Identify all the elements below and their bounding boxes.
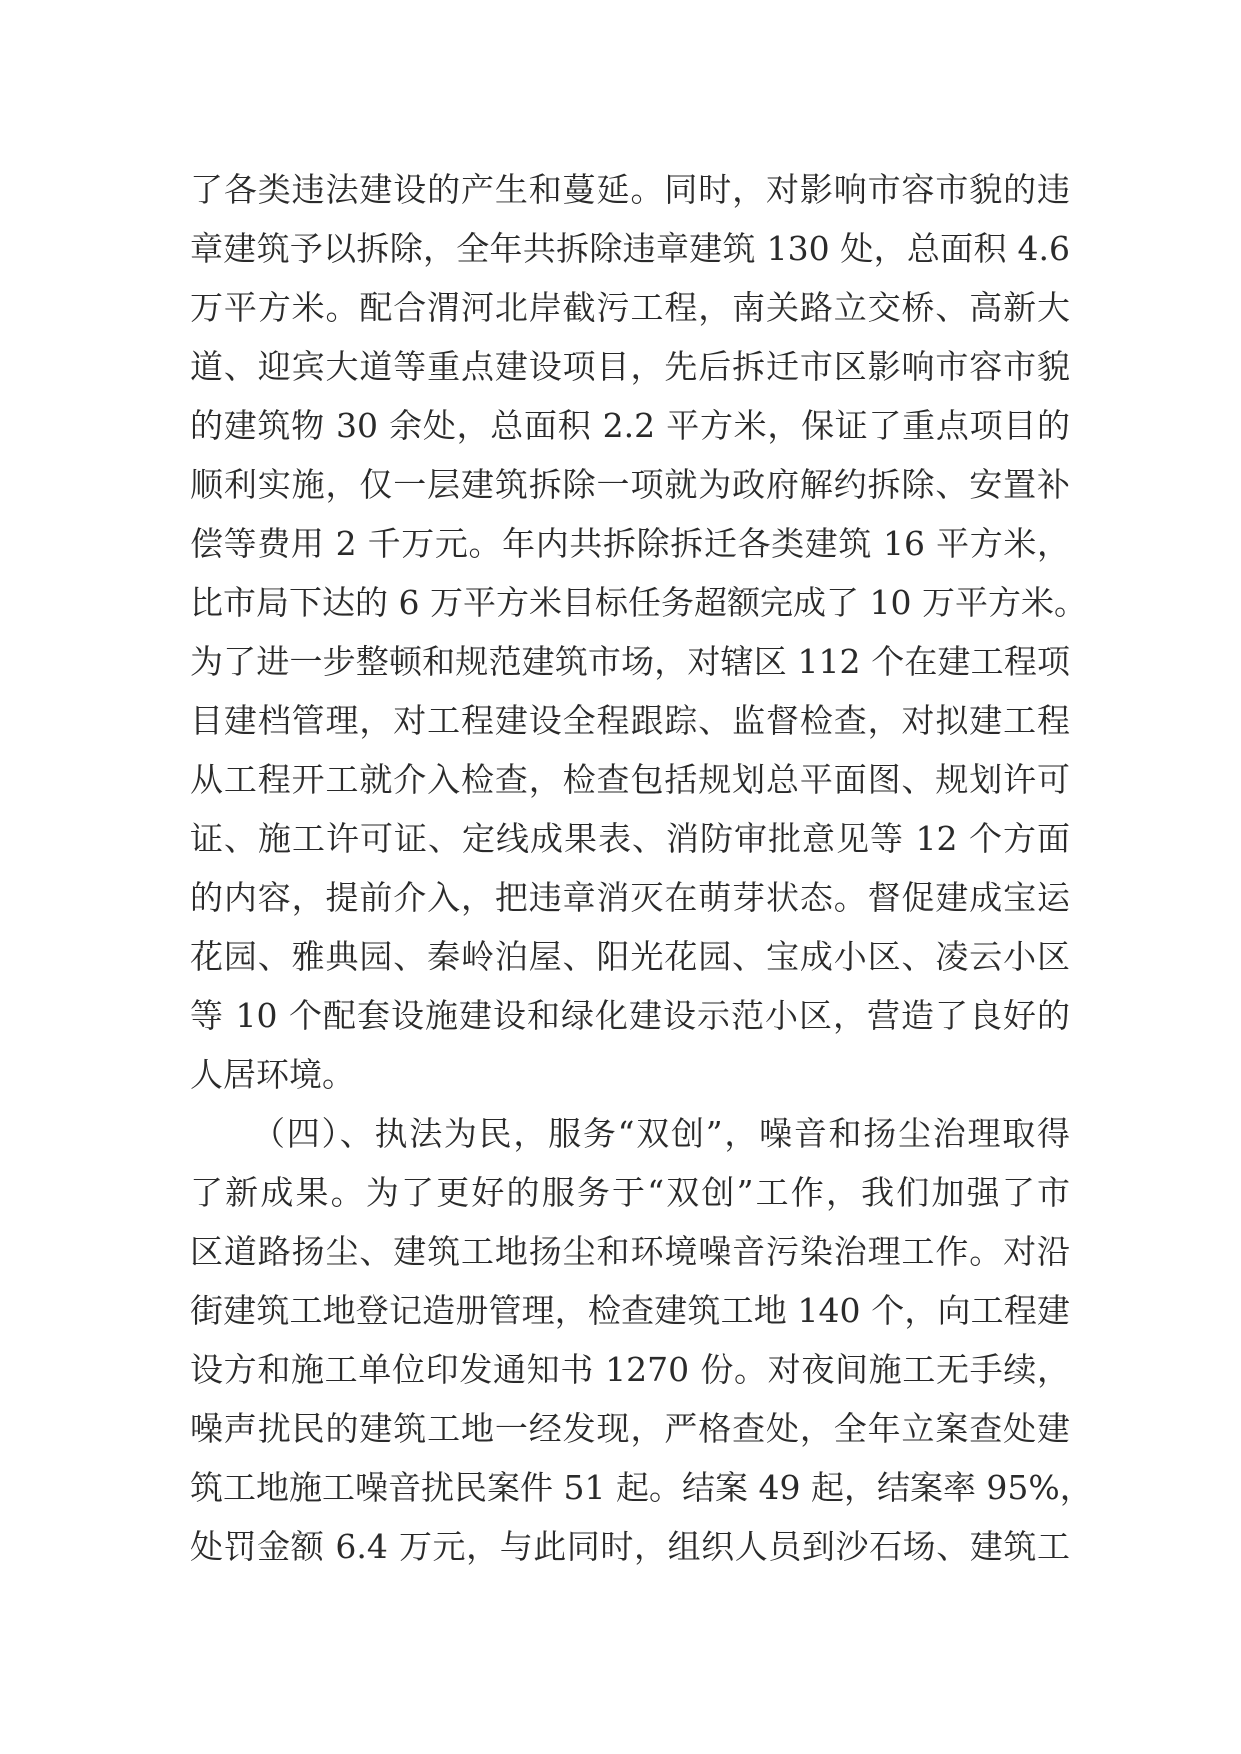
text-line: 顺利实施，仅一层建筑拆除一项就为政府解约拆除、安置补 [190, 465, 1070, 504]
text-line: 街建筑工地登记造册管理，检查建筑工地 140 个，向工程建 [190, 1291, 1070, 1330]
body-text [190, 160, 1093, 1576]
text-line: 处罚金额 6.4 万元，与此同时，组织人员到沙石场、建筑工 [190, 1527, 1070, 1566]
text-line: 了新成果。为了更好的服务于“双创”工作，我们加强了市 [190, 1173, 1070, 1212]
text-line: 了各类违法建设的产生和蔓延。同时，对影响市容市貌的违 [190, 170, 1070, 209]
text-line: 区道路扬尘、建筑工地扬尘和环境噪音污染治理工作。对沿 [190, 1232, 1070, 1271]
text-line: 花园、雅典园、秦岭泊屋、阳光花园、宝成小区、凌云小区 [190, 937, 1070, 976]
paragraph-end-line: 人居环境。 [190, 1055, 355, 1094]
text-line: 万平方米。配合渭河北岸截污工程，南关路立交桥、高新大 [190, 288, 1070, 327]
text-line: 章建筑予以拆除，全年共拆除违章建筑 130 处，总面积 4.6 [190, 229, 1070, 268]
text-line: 偿等费用 2 千万元。年内共拆除拆迁各类建筑 16 平方米， [190, 524, 1070, 563]
text-line: 从工程开工就介入检查，检查包括规划总平面图、规划许可 [190, 760, 1070, 799]
text-line: 筑工地施工噪音扰民案件 51 起。结案 49 起，结案率 95%， [190, 1468, 1093, 1507]
text-line: 噪声扰民的建筑工地一经发现，严格查处，全年立案查处建 [190, 1409, 1070, 1448]
text-line: 的内容，提前介入，把违章消灭在萌芽状态。督促建成宝运 [190, 878, 1070, 917]
text-line: 道、迎宾大道等重点建设项目，先后拆迁市区影响市容市貌 [190, 347, 1070, 386]
text-line: 的建筑物 30 余处，总面积 2.2 平方米，保证了重点项目的 [190, 406, 1070, 445]
text-line: 设方和施工单位印发通知书 1270 份。对夜间施工无手续， [190, 1350, 1070, 1389]
text-line: 目建档管理，对工程建设全程跟踪、监督检查，对拟建工程 [190, 701, 1070, 740]
section-heading-line: （四）、执法为民，服务“双创”，噪音和扬尘治理取得 [252, 1114, 1070, 1153]
text-line: 等 10 个配套设施建设和绿化建设示范小区，营造了良好的 [190, 996, 1070, 1035]
text-line: 证、施工许可证、定线成果表、消防审批意见等 12 个方面 [190, 819, 1070, 858]
text-line: 为了进一步整顿和规范建筑市场，对辖区 112 个在建工程项 [190, 642, 1070, 681]
text-line: 比市局下达的 6 万平方米目标任务超额完成了 10 万平方米。 [190, 583, 1087, 622]
